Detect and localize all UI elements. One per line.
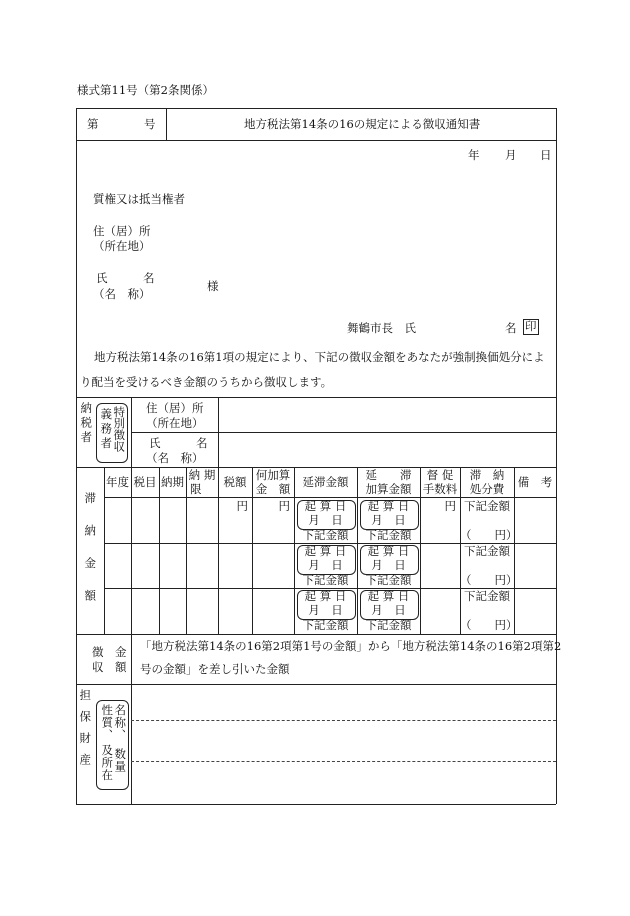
row3-late-start-2: 月 日: [308, 603, 343, 617]
row3-lateadd-start-1: 起 算 日: [367, 589, 410, 603]
col-header-fee-2: 手数料: [422, 482, 458, 496]
row2-late-start-1: 起 算 日: [304, 544, 347, 558]
notice-number-prefix: 第: [87, 117, 99, 131]
arrears-label: 滞納金額: [83, 492, 98, 622]
col-header-extra-2: 金 額: [255, 482, 291, 496]
collateral-col-2: 性質、: [100, 704, 115, 742]
row2-late-start-2: 月 日: [308, 558, 343, 572]
date-year-label: 年: [468, 148, 480, 162]
taxpayer-name-label-1: 氏: [149, 436, 161, 450]
notice-text-line-2: り配当を受けるべき金額のうちから徴収します。: [80, 375, 333, 389]
row2-lateadd-start-2: 月 日: [371, 558, 406, 572]
row3-late-start-1: 起 算 日: [304, 589, 347, 603]
taxpayer-address-label: 住（居）所: [146, 401, 204, 415]
col-header-due-1: 納 期: [188, 468, 216, 482]
taxpayer-address-sub: （所在地）: [146, 416, 204, 430]
row1-disposal-paren: （ 円）: [460, 528, 518, 542]
col-header-remarks: 備 考: [517, 475, 553, 489]
addressee-name-label-2: 名: [143, 271, 155, 285]
taxpayer-bracket-line-2: 義務者: [99, 408, 114, 452]
col-header-disposal-1: 滞 納: [469, 468, 505, 482]
date-day-label: 日: [540, 148, 552, 162]
collateral-col-4: 及所在: [100, 744, 115, 782]
taxpayer-bracket-line-1: 特別徴収: [112, 406, 127, 452]
row3-late-below: 下記金額: [302, 618, 349, 632]
row1-tax-yen: 円: [236, 499, 248, 513]
row2-late-below: 下記金額: [302, 573, 349, 587]
row3-disposal-paren: （ 円）: [460, 618, 518, 632]
issuer-name: 舞鶴市長 氏: [347, 321, 416, 335]
col-header-late-add-1: 延 滞: [365, 468, 412, 482]
col-header-year: 年度: [106, 475, 129, 489]
col-header-extra-1: 何加算: [255, 468, 291, 482]
row1-late-below: 下記金額: [302, 528, 349, 542]
collection-text-line-2: 号の金額」を差し引いた金額: [140, 662, 290, 676]
collection-text-line-1: 「地方税法第14条の16第2項第1号の金額」から「地方税法第14条の16第2項第2: [140, 639, 562, 653]
col-header-due-2: 限: [190, 482, 202, 496]
taxpayer-name-label-2: 名: [196, 436, 208, 450]
collateral-col-3: 数量: [113, 748, 128, 773]
col-header-disposal-2: 処分費: [469, 482, 505, 496]
collection-label-1: 徴 金: [92, 645, 127, 659]
col-header-fee-1: 督 促: [426, 468, 454, 482]
row2-lateadd-below: 下記金額: [365, 573, 412, 587]
notice-number-suffix: 号: [144, 117, 156, 131]
row1-fee-yen: 円: [444, 499, 456, 513]
row1-disposal-below: 下記金額: [464, 499, 510, 513]
addressee-name-label-1: 氏: [96, 271, 108, 285]
col-header-tax-amount: 税額: [223, 475, 247, 489]
row1-lateadd-start-2: 月 日: [371, 513, 406, 527]
row3-lateadd-below: 下記金額: [365, 618, 412, 632]
issuer-name-suffix: 名: [505, 321, 517, 335]
addressee-role: 質権又は抵当権者: [93, 192, 185, 206]
addressee-address-label: 住（居）所: [93, 224, 151, 238]
seal-mark: 印: [525, 319, 537, 333]
collection-label-2: 収 額: [92, 660, 127, 674]
taxpayer-label: 納税者: [79, 402, 94, 446]
row1-lateadd-start-1: 起 算 日: [367, 499, 410, 513]
row2-disposal-paren: （ 円）: [460, 573, 518, 587]
row1-lateadd-below: 下記金額: [365, 528, 412, 542]
row1-extra-yen: 円: [278, 499, 290, 513]
addressee-name-sub: （名 称）: [93, 287, 151, 301]
addressee-address-sub: （所在地）: [93, 239, 151, 253]
form-number-label: 様式第11号（第2条関係）: [77, 83, 214, 97]
row1-late-start-1: 起 算 日: [304, 499, 347, 513]
col-header-late-add-2: 加算金額: [365, 482, 412, 496]
col-header-period: 納期: [161, 475, 184, 489]
col-header-tax-item: 税目: [133, 475, 157, 489]
row2-disposal-below: 下記金額: [464, 544, 510, 558]
collateral-col-1: 名称、: [113, 704, 128, 742]
row1-late-start-2: 月 日: [308, 513, 343, 527]
taxpayer-name-sub: （名 称）: [146, 451, 204, 465]
col-header-late-fee: 延滞金額: [302, 475, 349, 489]
document-title: 地方税法第14条の16の規定による徴収通知書: [244, 117, 481, 131]
date-month-label: 月: [505, 148, 517, 162]
notice-text-line-1: 地方税法第14条の16第1項の規定により、下記の徴収金額をあなたが強制換価処分によ: [94, 350, 545, 364]
addressee-honorific: 様: [207, 279, 219, 293]
collateral-label: 担保財産: [78, 689, 93, 775]
row2-lateadd-start-1: 起 算 日: [367, 544, 410, 558]
row3-disposal-below: 下記金額: [464, 589, 510, 603]
row3-lateadd-start-2: 月 日: [371, 603, 406, 617]
